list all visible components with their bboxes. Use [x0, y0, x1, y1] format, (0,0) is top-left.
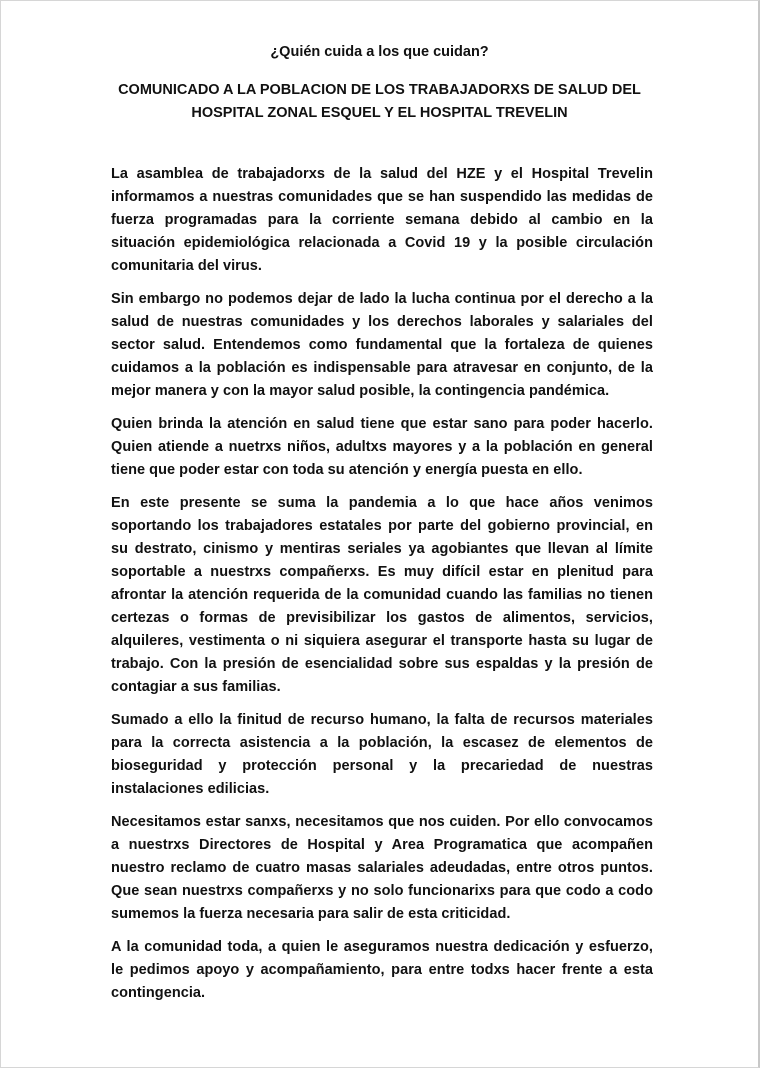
document-body	[111, 163, 653, 1015]
paragraph-7: A la comunidad toda, a quien le aseguramos nuestra dedicación y esfuerzo, le pedimos apoyo y acompañamiento, para entre todxs hacer frente a esta contingencia.	[111, 939, 653, 1001]
paragraph-5: Sumado a ello la finitud de recurso humano, la falta de recursos materiales para la correcta asistencia a la población, la escasez de elementos de bioseguridad y protección personal y la precariedad de nuestras instalaciones edilicias.	[111, 712, 653, 797]
paragraph-2: Sin embargo no podemos dejar de lado la lucha continua por el derecho a la salud de nuestras comunidades y los derechos laborales y salariales del sector salud. Entendemos como fundamental que la fortaleza de quienes cuidamos a la población es indispensable para atravesar en conjunto, de la mejor manera y con la mayor salud posible, la contingencia pandémica.	[111, 291, 653, 399]
paragraph-6: Necesitamos estar sanxs, necesitamos que nos cuiden. Por ello convocamos a nuestrxs Directores de Hospital y Area Programatica que acompañen nuestro reclamo de cuatro masas salariales adeudadas, entre otros puntos. Que sean nuestrxs compañerxs y no solo funcionarixs para que codo a codo sumemos la fuerza necesaria para salir de esta criticidad.	[111, 814, 653, 922]
paragraph-1: La asamblea de trabajadorxs de la salud del HZE y el Hospital Trevelin informamos a nuestras comunidades que se han suspendido las medidas de fuerza programadas para la corriente semana debido al cambio en la situación epidemiológica relacionada a Covid 19 y la posible circulación comunitaria del virus.	[111, 166, 653, 274]
document-title: ¿Quién cuida a los que cuidan?	[270, 44, 489, 60]
paragraph-4: En este presente se suma la pandemia a lo que hace años venimos soportando los trabajadores estatales por parte del gobierno provincial, en su destrato, cinismo y mentiras seriales ya agobiantes que llevan al límite soportable a nuestrxs compañerxs. Es muy difícil estar en plenitud para afrontar la atención requerida de la comunidad cuando las familias no tienen certezas o formas de previsibilizar los gastos de alimentos, servicios, alquileres, vestimenta o ni siquiera asegurar el transporte hasta su lugar de trabajo. Con la presión de esencialidad sobre sus espaldas y la presión de contagiar a sus familias.	[111, 495, 653, 695]
paragraph-3: Quien brinda la atención en salud tiene que estar sano para poder hacerlo. Quien atiende a nuetrxs niños, adultxs mayores y a la población en general tiene que poder estar con toda su atención y energía puesta en ello.	[111, 416, 653, 478]
document-heading: COMUNICADO A LA POBLACION DE LOS TRABAJADORXS DE SALUD DEL HOSPITAL ZONAL ESQUEL Y EL HOSPITAL TREVELIN	[118, 82, 641, 121]
